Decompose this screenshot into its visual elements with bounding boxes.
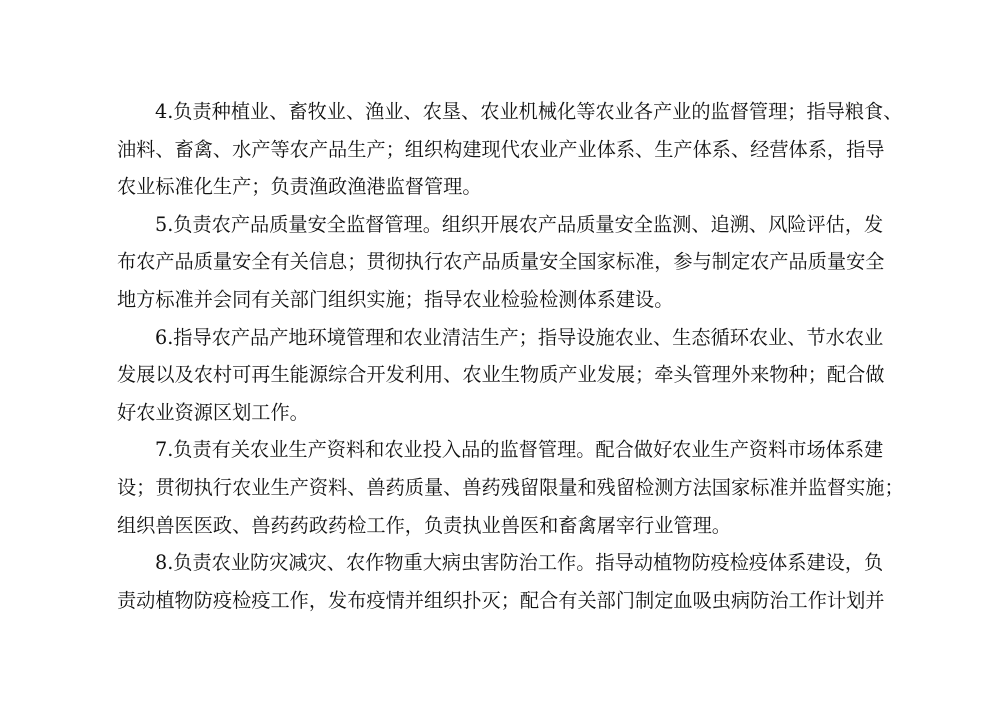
paragraph-line: 地方标准并会同有关部门组织实施；指导农业检验检测体系建设。 — [117, 287, 674, 311]
paragraph-line: 布农产品质量安全有关信息；贯彻执行农产品质量安全国家标准，参与制定农产品质量安全 — [117, 250, 885, 274]
paragraph-line: 油料、畜禽、水产等农产品生产；组织构建现代农业产业体系、生产体系、经营体系，指导 — [117, 137, 885, 161]
paragraph-line: 8.负责农业防灾减灾、农作物重大病虫害防治工作。指导动植物防疫检疫体系建设，负 — [155, 551, 884, 575]
paragraph-line: 设；贯彻执行农业生产资料、兽药质量、兽药残留限量和残留检测方法国家标准并监督实施； — [117, 475, 904, 499]
paragraph-line: 4.负责种植业、畜牧业、渔业、农垦、农业机械化等农业各产业的监督管理；指导粮食、 — [155, 100, 903, 123]
paragraph-line: 6.指导农产品产地环境管理和农业清洁生产；指导设施农业、生态循环农业、节水农业 — [155, 325, 884, 349]
paragraph-line: 组织兽医医政、兽药药政药检工作，负责执业兽医和畜禽屠宰行业管理。 — [117, 513, 731, 537]
paragraph-line: 责动植物防疫检疫工作，发布疫情并组织扑灭；配合有关部门制定血吸虫病防治工作计划并 — [117, 588, 885, 612]
paragraph-line: 农业标准化生产；负责渔政渔港监督管理。 — [117, 175, 482, 199]
document-body — [117, 93, 904, 619]
paragraph-item-8 — [117, 544, 883, 619]
paragraph-item-7 — [117, 431, 904, 544]
paragraph-line: 好农业资源区划工作。 — [117, 400, 309, 424]
paragraph-line: 7.负责有关农业生产资料和农业投入品的监督管理。配合做好农业生产资料市场体系建 — [155, 438, 884, 462]
paragraph-line: 发展以及农村可再生能源综合开发利用、农业生物质产业发展；牵头管理外来物种；配合做 — [117, 363, 885, 387]
paragraph-item-4 — [117, 93, 903, 206]
paragraph-line: 5.负责农产品质量安全监督管理。组织开展农产品质量安全监测、追溯、风险评估，发 — [155, 212, 884, 236]
paragraph-item-6 — [117, 319, 883, 432]
paragraph-item-5 — [117, 206, 883, 319]
